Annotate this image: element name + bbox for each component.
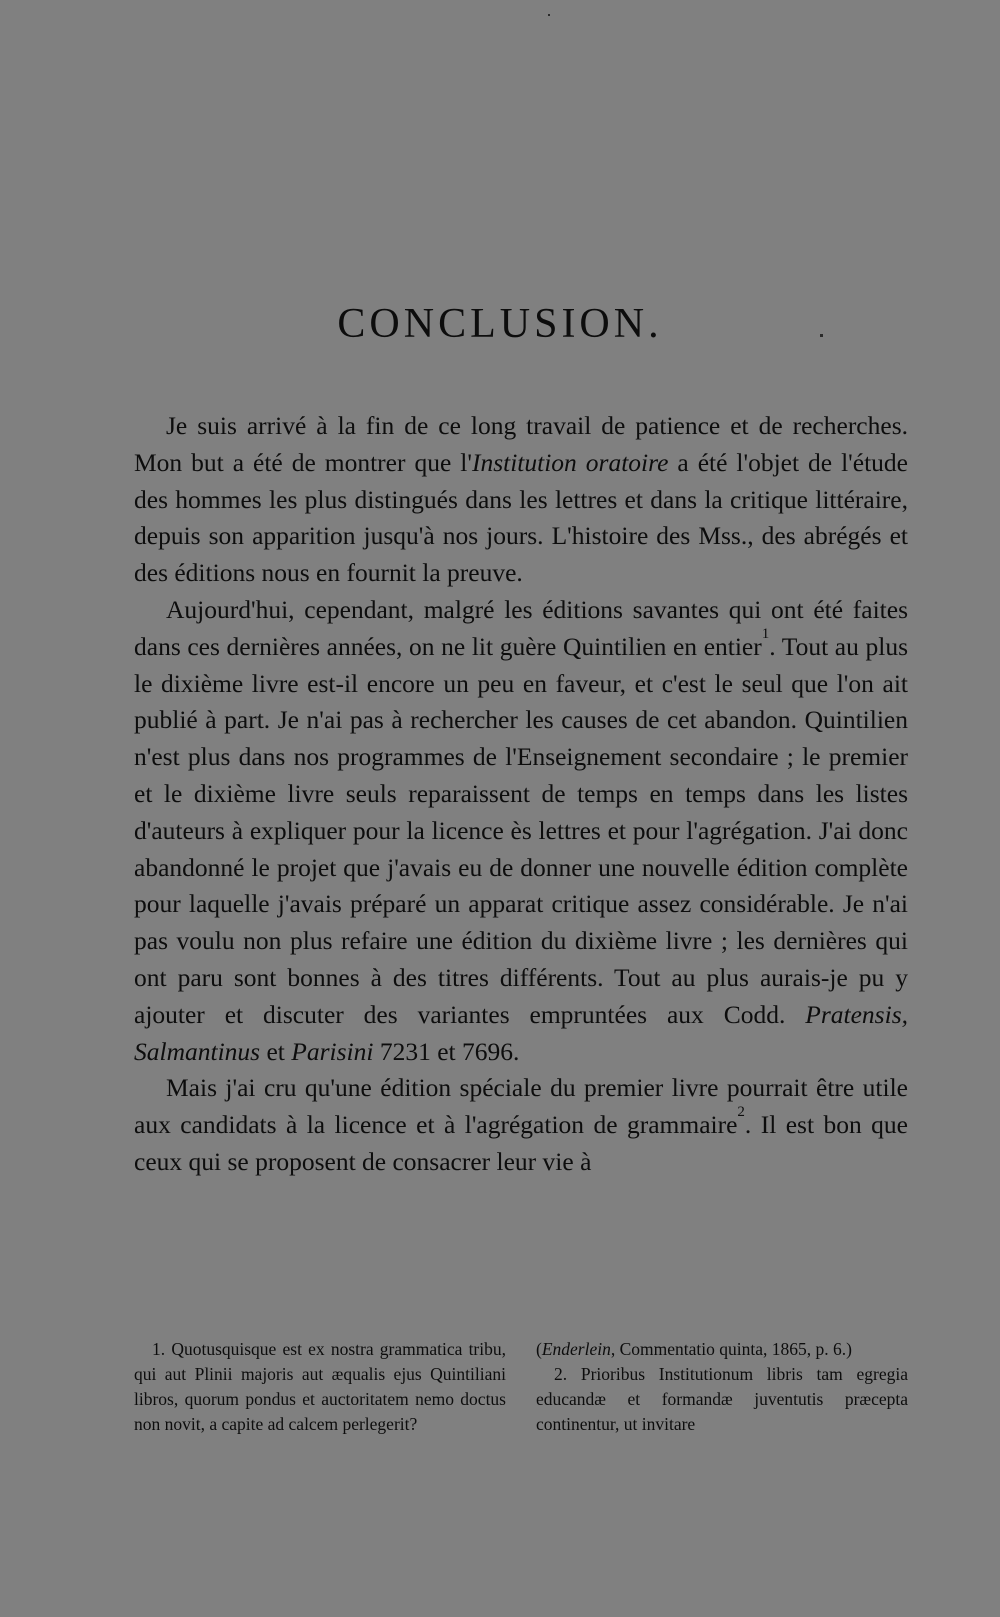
footnotes-right-column [536, 1337, 908, 1437]
page-title: CONCLUSION. [337, 301, 663, 347]
text-segment: Je suis arrivé à la fin de ce long travail de patience et de recherches. Mon but a été de montrer que l' [134, 411, 908, 477]
text-segment: et [260, 1036, 292, 1066]
text-segment: 2. Prioribus Institutionum libris tam egregia educandæ et formandæ juventutis præcepta continentur, ut invitare [536, 1364, 908, 1434]
text-segment: . Il est bon que ceux qui se proposent de consacrer leur vie à [134, 1110, 908, 1176]
text-segment: a été l'objet de l'étude des hommes les plus distingués dans les lettres et dans la critique littéraire, depuis son apparition jusqu'à nos jours. L'histoire des Mss., des abrégés et des éditions nous en fournit la preuve. [134, 447, 908, 588]
text-segment: . Tout au plus le dixième livre est-il encore un peu en faveur, et c'est le seul que l'on ait publié à part. Je n'ai pas à rechercher les causes de cet abandon. Quintilien n'est plus dans nos programmes de l'Enseignement secondaire ; le premier et le dixième livre seuls reparaissent de temps en temps dans les listes d'auteurs à expliquer pour la licence ès lettres et pour l'agrégation. J'ai donc abandonné le projet que j'avais eu de donner une nouvelle édition complète pour laquelle j'avais préparé un apparat critique assez considérable. Je n'ai pas voulu non plus refaire une édition du dixième livre ; les dernières qui ont paru sont bonnes à des titres différents. Tout au plus aurais-je pu y ajouter et discuter des variantes empruntées aux Codd. [134, 631, 909, 1029]
text-segment: , Commentatio quinta, 1865, p. 6.) [610, 1339, 852, 1359]
footnotes-left-column [134, 1337, 506, 1437]
paragraph-2 [134, 592, 908, 1070]
text-segment: Aujourd'hui, cependant, malgré les éditions savantes qui ont été faites dans ces dernières années, on ne lit guère Quintilien en entier [134, 594, 908, 661]
text-segment: ( [536, 1339, 542, 1359]
print-speck [820, 334, 823, 337]
text-segment-italic: Parisini [291, 1036, 374, 1066]
text-segment-italic: Pratensis, Salmantinus [134, 999, 908, 1066]
footnote-ref-2: 2 [737, 1104, 745, 1121]
footnotes [134, 1337, 908, 1437]
footnote-2 [536, 1362, 908, 1437]
paragraph-3 [134, 1070, 908, 1180]
footnote-ref-1: 1 [761, 625, 770, 642]
text-segment-italic: Institution oratoire [471, 447, 669, 477]
footnote-1: 1. Quotusquisque est ex nostra grammatica tribu, qui aut Plinii majoris aut æqualis ejus Quintiliani libros, quorum pondus et auctoritatem nemo doctus non novit, a capite ad calcem perlegerit? [134, 1339, 506, 1434]
main-text [134, 408, 908, 1181]
text-segment: Mais j'ai cru qu'une édition spéciale du premier livre pourrait être utile aux candidats à la licence et à l'agrégation de grammaire [134, 1073, 908, 1140]
print-speck [548, 14, 550, 16]
text-segment: 7231 et 7696. [373, 1036, 520, 1066]
paragraph-1 [134, 408, 908, 592]
footnote-1-continuation [536, 1337, 908, 1362]
text-segment-italic: Enderlein [541, 1339, 611, 1359]
